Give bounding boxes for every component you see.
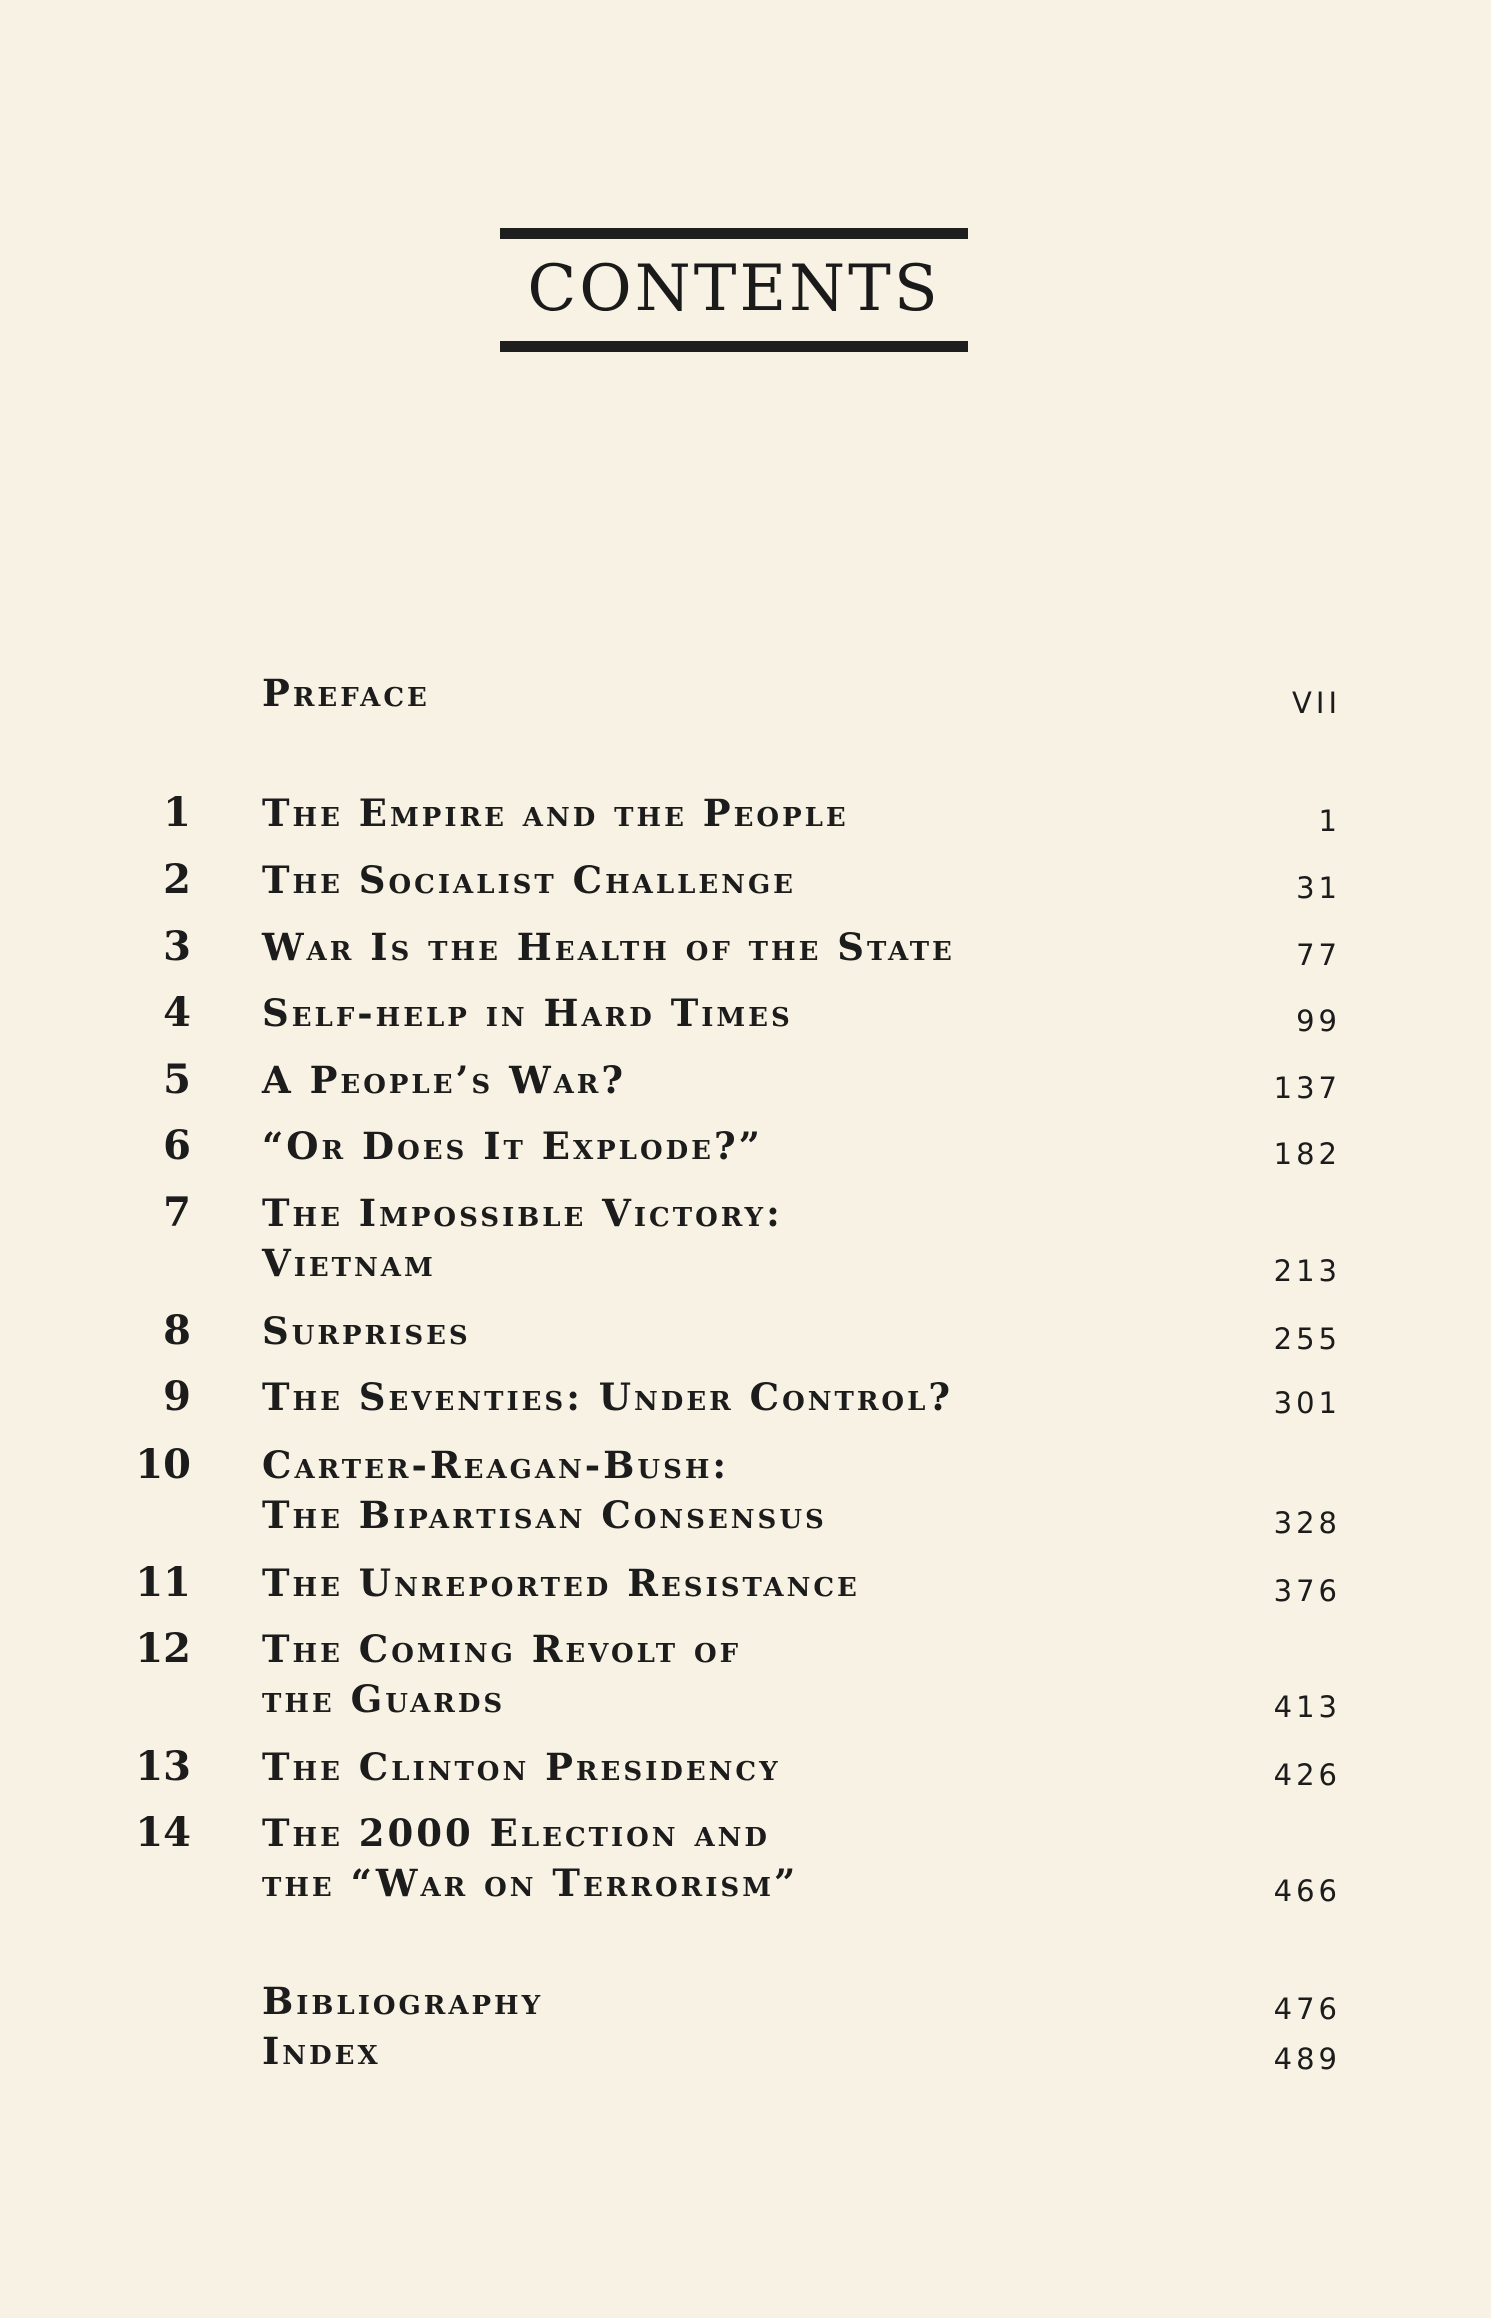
toc-entry-number: 3 — [163, 923, 191, 970]
toc-entry-number: 2 — [163, 856, 191, 903]
toc-entry-title: The Coming Revolt of the Guards — [262, 1627, 742, 1721]
toc-entry-page: 77 — [1296, 938, 1341, 972]
toc-entry-page: 476 — [1273, 1992, 1341, 2026]
toc-entry-title: The Clinton Presidency — [262, 1745, 781, 1789]
toc-entry-title: Carter-Reagan-Bush: The Bipartisan Consensus — [262, 1443, 827, 1537]
heading-rule-top — [500, 228, 968, 239]
toc-entry-title: The Impossible Victory: Vietnam — [262, 1191, 783, 1285]
toc-entry-title: Surprises — [262, 1309, 471, 1353]
toc-entry-page: 182 — [1273, 1137, 1341, 1171]
toc-entry-page: 137 — [1273, 1071, 1341, 1105]
toc-entry-title: The Socialist Challenge — [262, 858, 796, 902]
toc-entry-page: VII — [1292, 686, 1341, 720]
toc-entry-number: 10 — [135, 1441, 191, 1488]
toc-entry-title: The 2000 Election and the “War on Terrorism” — [262, 1811, 799, 1905]
toc-entry-page: 426 — [1273, 1758, 1341, 1792]
toc-entry-title: Self-help in Hard Times — [262, 991, 793, 1035]
toc-entry-number: 11 — [135, 1559, 191, 1606]
toc-entry-title: The Empire and the People — [262, 791, 849, 835]
toc-entry-number: 4 — [163, 989, 191, 1036]
toc-entry-page: 99 — [1296, 1004, 1341, 1038]
toc-entry-number: 12 — [135, 1625, 191, 1672]
toc-entry-page: 301 — [1273, 1386, 1341, 1420]
toc-entry-title: “Or Does It Explode?” — [262, 1124, 763, 1168]
toc-entry-title: The Unreported Resistance — [262, 1561, 860, 1605]
toc-entry-title: Preface — [262, 671, 430, 715]
toc-entry-title: A People’s War? — [262, 1058, 627, 1102]
toc-entry-number: 9 — [163, 1373, 191, 1420]
toc-entry-title: Index — [262, 2029, 381, 2073]
toc-entry-page: 413 — [1273, 1690, 1341, 1724]
toc-entry-number: 13 — [135, 1743, 191, 1790]
toc-entry-page: 31 — [1296, 871, 1341, 905]
toc-entry-number: 7 — [163, 1189, 191, 1236]
toc-entry-title: The Seventies: Under Control? — [262, 1375, 954, 1419]
toc-entry-number: 1 — [163, 789, 191, 836]
toc-entry-number: 14 — [135, 1809, 191, 1856]
toc-entry-number: 5 — [163, 1056, 191, 1103]
toc-entry-page: 1 — [1318, 804, 1341, 838]
toc-entry-title: Bibliography — [262, 1979, 544, 2023]
toc-entry-title: War Is the Health of the State — [262, 925, 955, 969]
contents-heading-block — [500, 228, 968, 352]
toc-entry-number: 8 — [163, 1307, 191, 1354]
toc-entry-page: 466 — [1273, 1874, 1341, 1908]
toc-entry-number: 6 — [163, 1122, 191, 1169]
toc-entry-page: 255 — [1273, 1322, 1341, 1356]
heading-rule-bottom — [500, 341, 968, 352]
toc-entry-page: 213 — [1273, 1254, 1341, 1288]
page-title: CONTENTS — [527, 252, 941, 326]
toc-entry-page: 489 — [1273, 2042, 1341, 2076]
toc-entry-page: 328 — [1273, 1506, 1341, 1540]
toc-entry-page: 376 — [1273, 1574, 1341, 1608]
